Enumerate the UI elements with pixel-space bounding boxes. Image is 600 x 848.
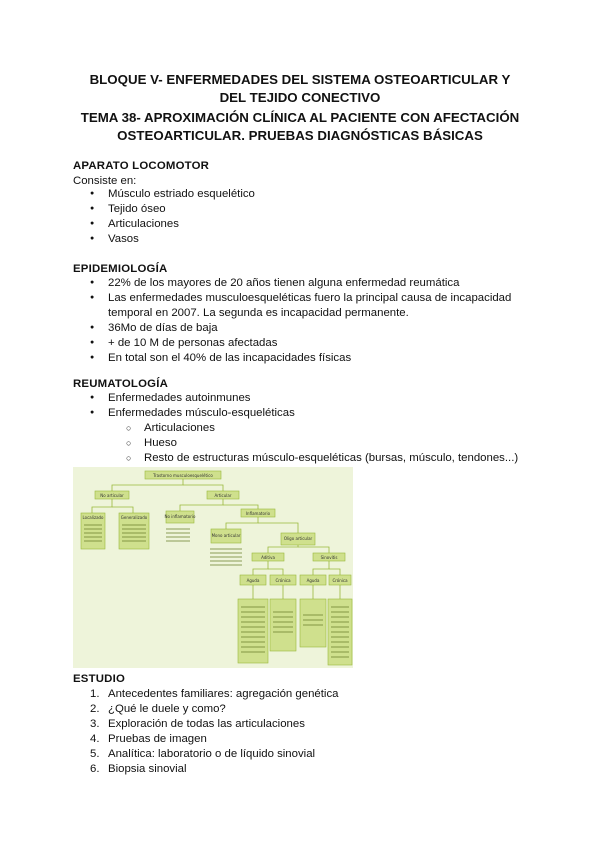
diagram-label: Localizado <box>82 515 104 520</box>
diagram-label: No articular <box>100 493 124 498</box>
list-item: ○ Hueso <box>126 436 556 451</box>
list-item: ● Tejido óseo <box>90 202 530 217</box>
diagram-label: Oligo articular <box>283 536 313 541</box>
list-item: ● Enfermedades músculo-esqueléticas <box>90 406 530 421</box>
list-item: 4. Pruebas de imagen <box>90 732 207 745</box>
list-item: ● + de 10 M de personas afectadas <box>90 336 518 351</box>
locomotor-list <box>90 187 530 247</box>
title-line-2: DEL TEJIDO CONECTIVO <box>219 90 381 105</box>
title-line-1: BLOQUE V- ENFERMEDADES DEL SISTEMA OSTEOARTICULAR Y <box>89 72 511 87</box>
reumatologia-sublist <box>126 421 556 466</box>
list-item: ● Músculo estriado esquelético <box>90 187 530 202</box>
title-line-3: TEMA 38- APROXIMACIÓN CLÍNICA AL PACIENTE CON AFECTACIÓN <box>80 110 520 125</box>
list-item: 1. Antecedentes familiares: agregación genética <box>90 688 339 700</box>
diagram-label: Aguda <box>246 578 260 583</box>
list-item: ● Vasos <box>90 232 530 247</box>
diagram-label: Sinovitis <box>320 555 338 560</box>
epidemiologia-list <box>90 276 518 365</box>
list-item: ● Enfermedades autoinmunes <box>90 391 530 406</box>
classification-diagram <box>73 467 353 668</box>
list-item: 3. Exploración de todas las articulaciones <box>90 717 305 730</box>
diagram-label: Aditiva <box>261 555 275 560</box>
estudio-list <box>90 687 530 776</box>
diagram-label: Aguda <box>306 578 320 583</box>
list-item: ● En total son el 40% de las incapacidades físicas <box>90 351 518 366</box>
list-item: 5. Analítica: laboratorio o de líquido sinovial <box>90 747 316 760</box>
diagram-label: Articular <box>214 493 232 498</box>
list-item: ○ Articulaciones <box>126 421 556 436</box>
locomotor-intro: Consiste en: <box>73 175 137 187</box>
diagram-node <box>270 599 296 651</box>
list-item: 2. ¿Qué le duele y como? <box>90 702 226 715</box>
diagram-label: No inflamatorio <box>164 514 196 519</box>
locomotor-heading: APARATO LOCOMOTOR <box>73 160 210 172</box>
diagram-label: Mono articular <box>211 533 241 538</box>
list-item: ○ Resto de estructuras músculo-esqueléticas (bursas, músculo, tendones...) <box>126 451 556 466</box>
diagram-label: Generalizado <box>120 515 148 520</box>
diagram-label: Crónica <box>275 578 291 583</box>
reumatologia-heading: REUMATOLOGÍA <box>73 378 168 390</box>
list-item: 6. Biopsia sinovial <box>90 762 187 775</box>
diagram-node <box>300 599 326 647</box>
reumatologia-list <box>90 391 530 421</box>
estudio-heading: ESTUDIO <box>73 673 126 685</box>
diagram-label: Trastorno musculoesquelético <box>153 473 213 478</box>
list-item: ● Las enfermedades musculoesqueléticas fuero la principal causa de incapacidad temporal en 2007. La segunda es incapacidad permanente. <box>90 291 518 321</box>
list-item: ● 22% de los mayores de 20 años tienen alguna enfermedad reumática <box>90 276 518 291</box>
diagram-svg <box>73 467 353 668</box>
epidemiologia-heading: EPIDEMIOLOGÍA <box>73 263 168 275</box>
diagram-label: Crónica <box>332 578 348 583</box>
diagram-label: Inflamatorio <box>245 511 271 516</box>
list-item: ● Articulaciones <box>90 217 530 232</box>
list-item: ● 36Mo de días de baja <box>90 321 518 336</box>
title-line-4: OSTEOARTICULAR. PRUEBAS DIAGNÓSTICAS BÁSICAS <box>117 128 483 143</box>
diagram-node <box>238 599 268 663</box>
